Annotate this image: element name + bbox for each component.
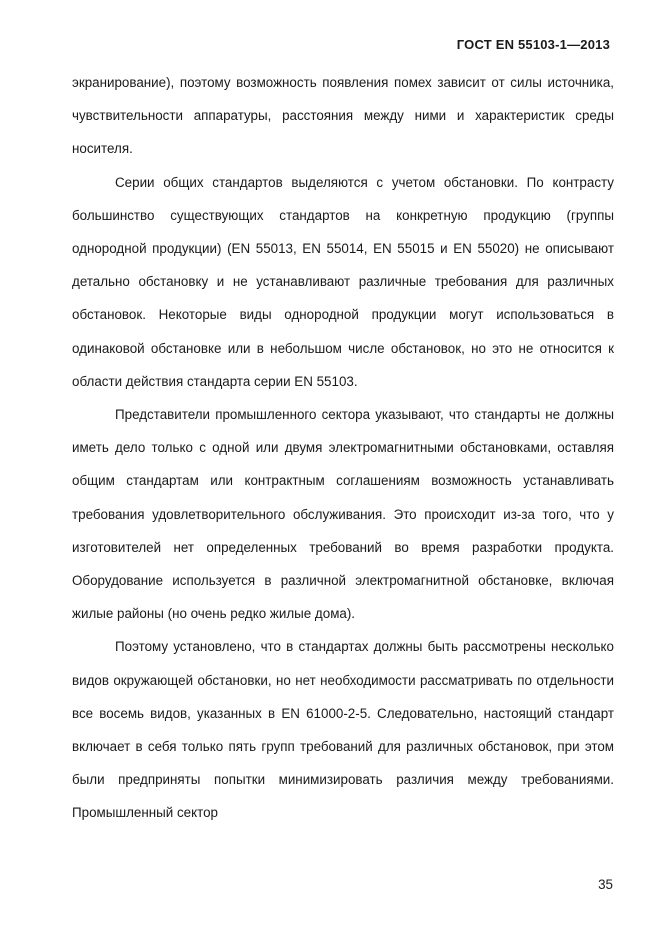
paragraph-continuation: экранирование), поэтому возможность появления помех зависит от силы источника, чувствительности аппаратуры, расстояния между ними и характеристик среды носителя.	[72, 75, 614, 157]
page-number: 35	[598, 877, 613, 892]
document-code-header: ГОСТ EN 55103-1—2013	[456, 37, 610, 52]
paragraph-requirement-groups: Поэтому установлено, что в стандартах должны быть рассмотрены несколько видов окружающей обстановки, но нет необходимости рассматривать по отдельности все восемь видов, указанных в EN 61000-2-5. Следовательно, настоящий стандарт включает в себя только пять групп требований для различных обстановок, при этом были предприняты попытки минимизировать различия между требованиями. Промышленный сектор	[72, 639, 614, 821]
body-text	[72, 66, 614, 830]
paragraph-industry-representatives: Представители промышленного сектора указывают, что стандарты не должны иметь дело только с одной или двумя электромагнитными обстановками, оставляя общим стандартам или контрактным соглашениям возможность устанавливать требования удовлетворительного обслуживания. Это происходит из-за того, что у изготовителей нет определенных требований во время разработки продукта. Оборудование используется в различной электромагнитной обстановке, включая жилые районы (но очень редко жилые дома).	[72, 407, 614, 622]
paragraph-general-standards: Серии общих стандартов выделяются с учетом обстановки. По контрасту большинство существующих стандартов на конкретную продукцию (группы однородной продукции) (EN 55013, EN 55014, EN 55015 и EN 55020) не описывают детально обстановку и не устанавливают различные требования для различных обстановок. Некоторые виды однородной продукции могут использоваться в одинаковой обстановке или в небольшом числе обстановок, но это не относится к области действия стандарта серии EN 55103.	[72, 174, 614, 389]
